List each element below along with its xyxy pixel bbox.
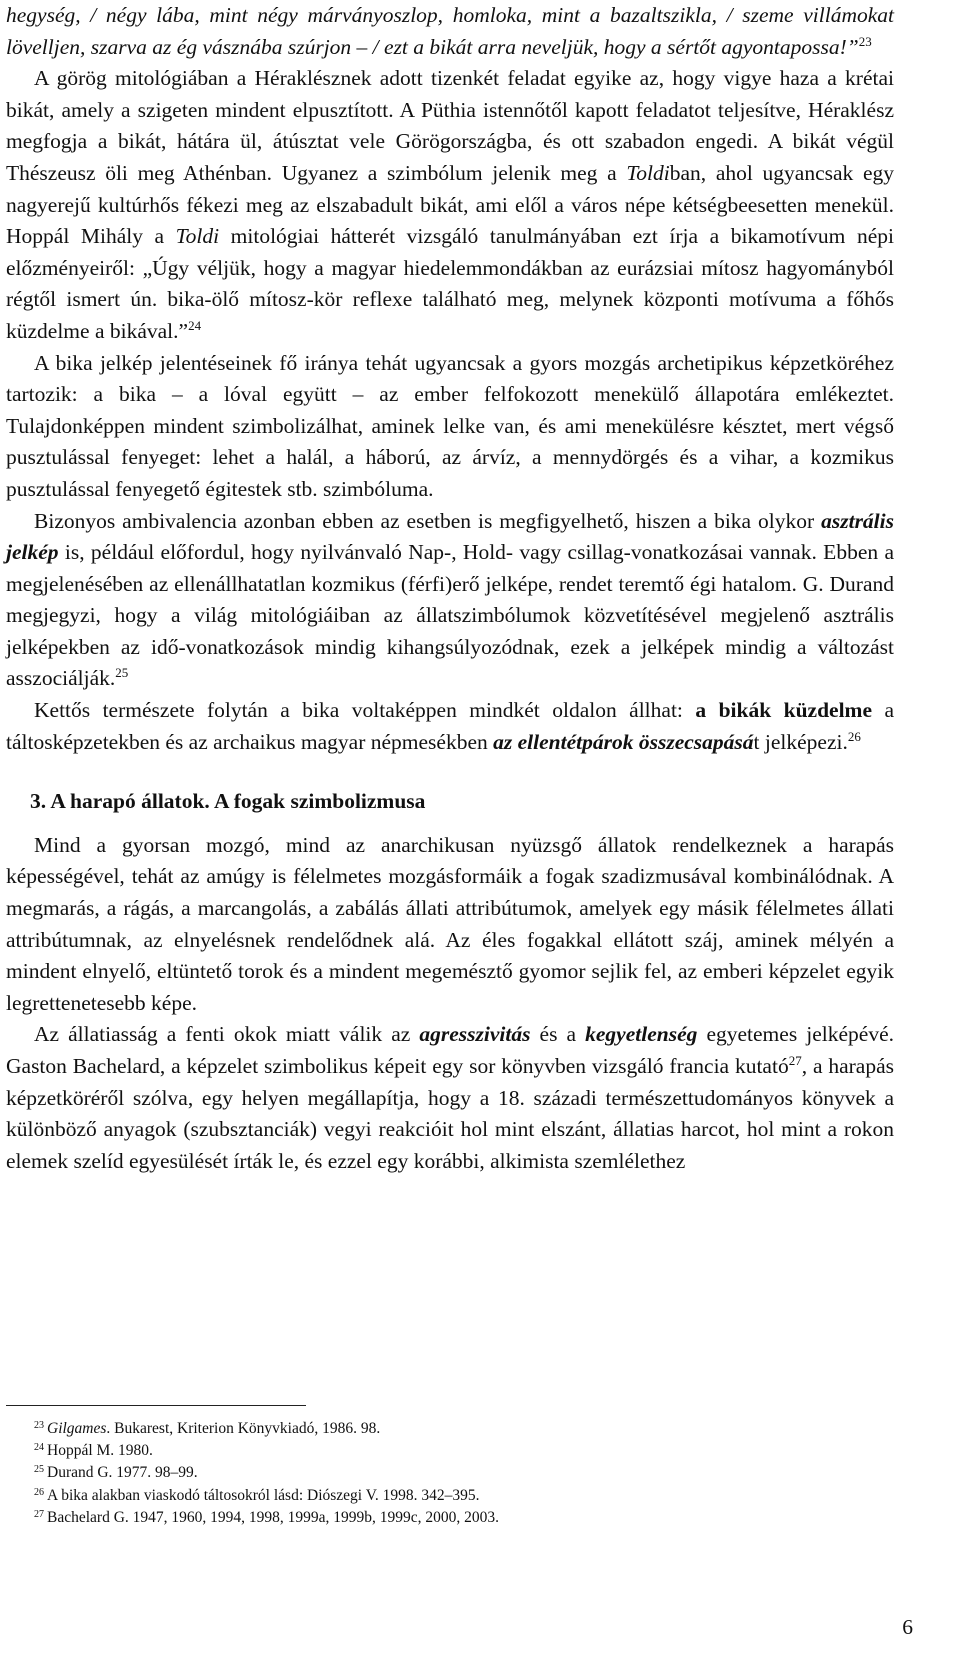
text-run: kegyetlenség [585,1022,698,1047]
text-run: Bizonyos ambivalencia azonban ebben az esetben is megfigyelhető, hiszen a bika olykor [34,508,822,533]
text-run: t jelképezi. [753,729,848,754]
text-run: agresszivitás [419,1022,531,1047]
text-run: A bika jelkép jelentéseinek fő iránya tehát ugyancsak a gyors mozgás archetipikus képzetköréhez tartozik: a bika – a lóval együtt – az ember felfokozott menekülő állapotára emlékeztet. Tulajdonképpen mindent szimbolizálhat, aminek lelke van, és ami menekülésre késztet, mert végső pusztulással fenyeget: lehet a halál, a háború, az árvíz, a mennydörgés és a vihar, a kozmikus pusztulással fenyegető égitestek stb. szimbóluma. [6,350,894,501]
footnote-reference: 26 [847,728,861,744]
paragraph-biting-animals [6,830,894,1020]
footnote [34,1440,894,1462]
footnote-text: Hoppál M. 1980. [47,1442,153,1460]
footnote-number: 24 [34,1442,44,1454]
paragraph-animality [6,1019,894,1177]
paragraph-bull-symbol [6,348,894,506]
text-run: Toldi [175,224,220,249]
footnote-text: Bachelard G. 1947, 1960, 1994, 1998, 1999a, 1999b, 1999c, 2000, 2003. [47,1508,500,1526]
footnote-reference: 23 [858,33,872,49]
page-number: 6 [902,1615,913,1639]
footnote [34,1485,894,1507]
text-run: Toldi [626,160,670,185]
footnote-reference: 25 [115,665,129,681]
footnote-text: A bika alakban viaskodó táltosokról lásd: Diószegi V. 1998. 342–395. [47,1486,480,1504]
footnote-reference: 27 [788,1053,802,1068]
paragraph-ambivalence [6,506,894,696]
footnote [34,1462,894,1484]
section-heading: 3. A harapó állatok. A fogak szimbolizmusa [30,789,426,814]
footnote-number: 27 [34,1508,44,1520]
text-run: is, például előfordul, hogy nyilvánvaló Nap-, Hold- vagy csillag-vonatkozásai vannak. Ebben a megjelenésében az ellenállhatatlan kozmikus (férfi)erő jelképe, rendet teremtő égi hatalom. G. Durand megjegyzi, hogy a világ mitológiáiban az állatszimbólumok közvetítésével megjelenő asztrális jelképekben az idő-vonatkozások mindig kihangsúlyozódnak, ezek a jelképek mindig a változást asszociálják. [6,540,894,691]
footnote-number: 25 [34,1464,44,1476]
footnote [34,1418,894,1440]
footnote-number: 26 [34,1486,44,1498]
paragraph-dual-nature [6,695,894,758]
text-run: asztrális jelkép [6,508,894,565]
text-run: a bikák küzdelme [695,698,872,723]
text-run: ban, ahol ugyancsak egy nagyerejű kultúrhős fékezi meg az elszabadult bikát, ami elől a város népe kétségbeesetten menekül. Hoppál Mihály a [6,160,894,249]
footnote-reference: 24 [188,317,202,333]
text-run: egyetemes jelképévé. Gaston Bachelard, a képzelet szimbolikus képeit egy sor könyvben vizsgáló francia kutató [6,1022,895,1078]
footnote-divider [6,1405,306,1406]
footnote-number: 23 [34,1420,44,1431]
footnote-title: Gilgames [47,1420,107,1437]
text-run: , a harapás képzetköréről szólva, egy helyen megállapítja, hogy a 18. századi természettudományos könyvek a különböző anyagok (szubsztanciák) vegyi reakcióit hol mint elszánt, állatias harcot, hol mint a rokon elemek szelíd egyesülését írták le, és ezzel egy korábbi, alkimista szemlélethez [6,1054,894,1173]
footnote [34,1507,894,1529]
paragraph-continued-quote [6,0,894,63]
text-run: mitológiai hátterét vizsgáló tanulmányában ezt írja a bikamotívum népi előzményeiről: „Úgy véljük, hogy a magyar hiedelemmondákban az eurázsiai mítosz hagyományból régtől ismert ún. bika-ölő mítosz-kör reflexe található meg, melynek központi motívuma a főhős küzdelme a bikával.” [6,224,894,343]
text-run: az ellentétpárok összecsapásá [493,729,754,754]
text-run: A görög mitológiában a Héraklésznek adott tizenkét feladat egyike az, hogy vigye haza a krétai bikát, amely a szigeten mindent elpusztított. A Püthia istennőtől kapott feladatot teljesítve, Héraklész megfogja a bikát, hátára ül, átúsztat vele Görögországba, és ott szabadon engedi. A bikát végül Thészeusz öli meg Athénban. Ugyanez a szimbólum jelenik meg a [6,66,894,185]
footnote-text: . Bukarest, Kriterion Könyvkiadó, 1986. 98. [106,1420,381,1437]
text-run: Mind a gyorsan mozgó, mind az anarchikusan nyüzsgő állatok rendelkeznek a harapás képességével, tehát az amúgy is félelmetes mozgásformáik a fogak szadizmusával kombinálódnak. A megmarás, a rágás, a marcangolás, a zabálás állati attribútumok, amelyek egy másik félelmetes állati attribútumnak, az elnyelésnek rendelődnek alá. Az éles fogakkal ellátott száj, aminek mélyén a mindent elnyelő, eltüntető torok és a mindent megemésztő gyomor sejlik fel, az emberi képzelet egyik legrettenetesebb képe. [6,832,894,1015]
footnotes [34,1418,894,1529]
footnote-text: Durand G. 1977. 98–99. [47,1464,198,1482]
paragraph-heracles [6,63,894,347]
text-run: Az állatiasság a fenti okok miatt válik az [34,1022,420,1047]
text-run: és a [530,1022,586,1047]
text-run: hegység, / négy lába, mint négy márványoszlop, homloka, mint a bazaltszikla, / szeme villámokat lövelljen, szarva az ég vásznába szúrjon – / ezt a bikát arra neveljük, hogy a sértőt agyontapossa!” [6,3,894,59]
text-run: a táltosképzetekben és az archaikus magyar népmesékben [6,698,894,754]
page-body [6,0,894,1177]
text-run: Kettős természete folytán a bika voltaképpen mindkét oldalon állhat: [34,698,696,723]
